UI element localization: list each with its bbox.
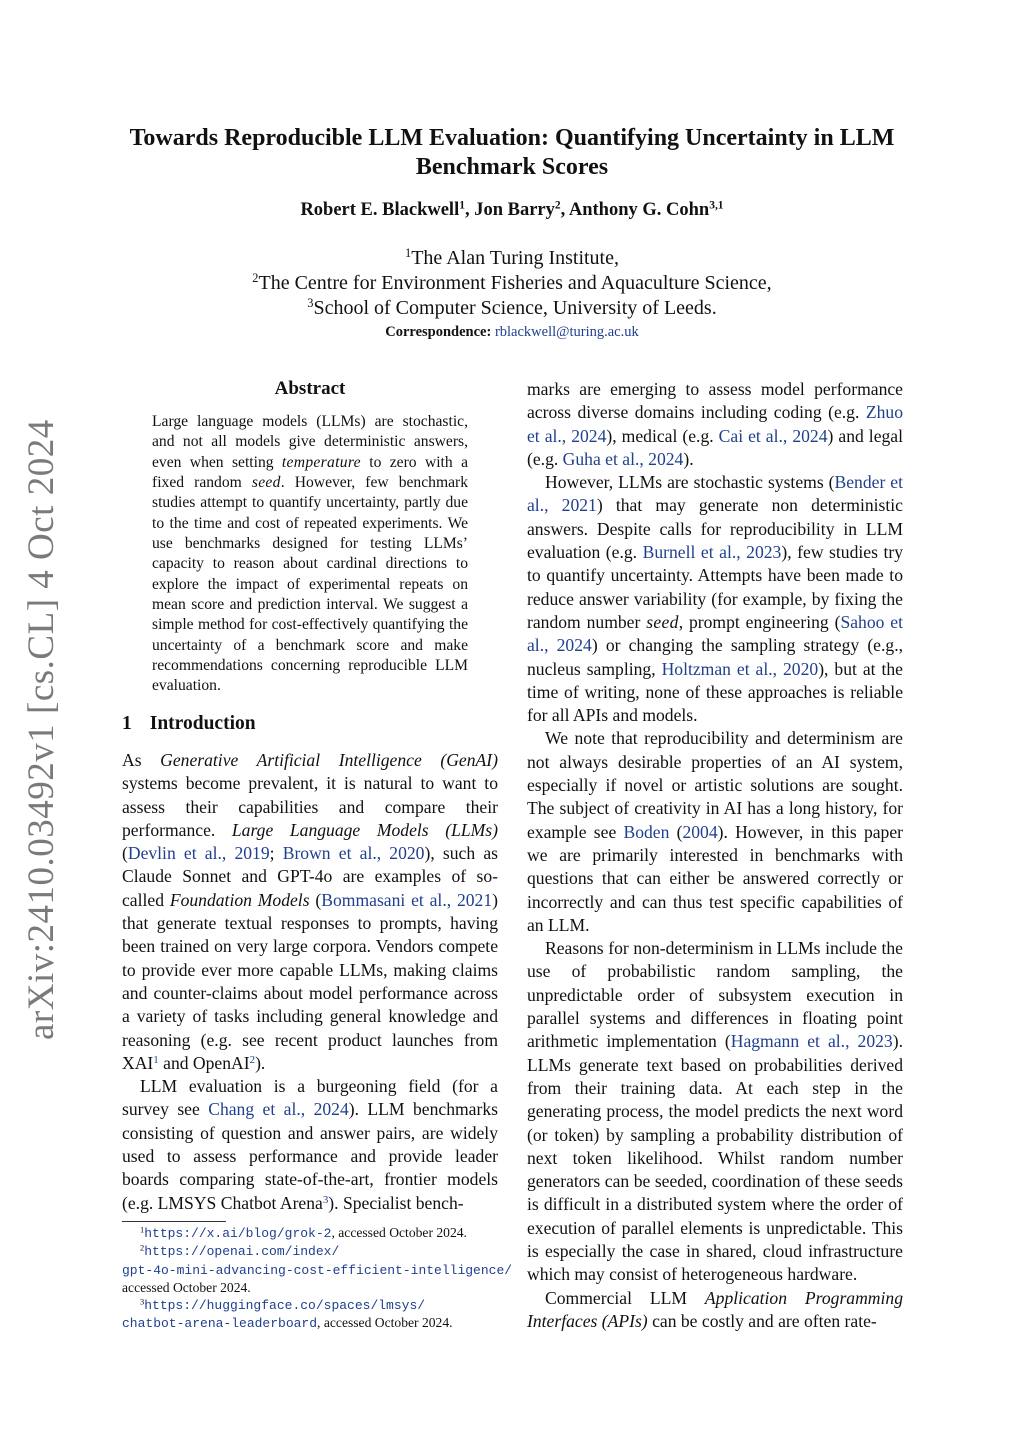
citation-link[interactable]: 2004 <box>682 821 718 842</box>
left-column-body <box>122 749 498 1215</box>
paragraph: Reasons for non-determinism in LLMs include the use of probabilistic random sampling, the unpredictable order of subsystem execution in parallel systems and differences in floating point arithmetic implementation (Hagmann et al., 2023). LLMs generate text based on probabilities derived from their training data. At each step in the generating process, the model predicts the next word (or token) by sampling a probability distribution of next token likelihood. Whilst random number generators can be seeded, coordination of these seeds is difficult in a distributed system where the order of execution of parallel elements is unpredictable. This is especially the case in shared, cloud infrastructure which may consist of heterogeneous hardware. <box>527 938 903 1285</box>
affiliation-line: $^2$The Centre for Environment Fisheries and Aquaculture Science, <box>252 271 772 294</box>
abstract-body: Large language models (LLMs) are stochastic, and not all models give deterministic answers, even when setting temperature to zero with a fixed random seed. However, few benchmark studies attempt to quantify uncertainty, partly due to the time and cost of repeated experiments. We use benchmarks designed for testing LLMs’ capacity to reason about cardinal directions to explore the impact of experimental repeats on mean score and prediction interval. We suggest a simple method for cost-effectively quantifying the uncertainty of a benchmark score and make recommendations concerning reproducible LLM evaluation. <box>152 413 468 695</box>
citation-link[interactable]: Bommasani et al., 2021 <box>321 889 493 910</box>
arxiv-stamp: arXiv:2410.03492v1 [cs.CL] 4 Oct 2024 <box>21 419 62 1040</box>
correspondence-email-link[interactable]: rblackwell@turing.ac.uk <box>494 324 639 340</box>
right-column-body <box>527 378 903 1333</box>
citation-link[interactable]: Chang et al., 2024 <box>208 1099 349 1120</box>
paragraph: LLM evaluation is a burgeoning field (for a survey see Chang et al., 2024). LLM benchmarks consisting of question and answer pairs, are widely used to assess performance and provide leader boards comparing state-of-the-art, frontier models (e.g. LMSYS Chatbot Arena$^3$). Specialist bench- <box>122 1076 498 1213</box>
affiliations <box>100 246 924 321</box>
footnotes <box>122 1224 522 1333</box>
title-line-1: Towards Reproducible LLM Evaluation: Quantifying Uncertainty in LLM <box>129 125 895 151</box>
footnote-url-link[interactable]: https://huggingface.co/spaces/lmsys/ <box>144 1298 426 1314</box>
citation-link[interactable]: Devlin et al., 2019 <box>127 843 270 864</box>
citation-link[interactable]: Burnell et al., 2023 <box>642 542 782 563</box>
citation-link[interactable]: Zhuo et al., 2024 <box>527 402 903 446</box>
citation-link[interactable]: Guha et al., 2024 <box>562 448 684 469</box>
author-name: Anthony G. Cohn <box>568 200 710 220</box>
footnote-url-link[interactable]: https://x.ai/blog/grok-2 <box>144 1226 332 1241</box>
paper-title <box>100 124 924 182</box>
math-temperature: temperature <box>281 453 361 471</box>
footnote-ref[interactable]: 2 <box>249 1053 256 1066</box>
author-list: Robert E. Blackwell$^1$, Jon Barry$^2$, Anthony G. Cohn$^{3,1}$ <box>300 199 724 220</box>
citation-link[interactable]: Hagmann et al., 2023 <box>730 1031 893 1052</box>
citation-link[interactable]: Boden <box>623 821 670 842</box>
title-line-2: Benchmark Scores <box>415 154 609 180</box>
footnote: $^3$https://huggingface.co/spaces/lmsys/ <box>140 1296 426 1314</box>
footnote: $^1$https://x.ai/blog/grok-2, accessed October 2024. <box>140 1224 467 1241</box>
section-heading-introduction: 1 Introduction <box>122 713 256 734</box>
footnote-url-link[interactable]: gpt-4o-mini-advancing-cost-efficient-intelligence/ <box>122 1262 513 1278</box>
paragraph: Commercial LLM Application Programming Interfaces (APIs) can be costly and are often rate- <box>527 1287 903 1331</box>
footnote-ref[interactable]: 1 <box>153 1053 159 1066</box>
affiliation-line: $^3$School of Computer Science, University of Leeds. <box>307 296 717 319</box>
paragraph: We note that reproducibility and determinism are not always desirable properties of an AI system, especially if novel or artistic solutions are sought. The subject of creativity in AI has a long history, for example see Boden (2004). However, in this paper we are primarily interested in benchmarks with questions that can either be answered correctly or incorrectly and can thus test specific capabilities of an LLM. <box>527 728 904 935</box>
citation-link[interactable]: Sahoo et al., 2024 <box>527 611 903 656</box>
correspondence <box>100 324 924 341</box>
citation-link[interactable]: Holtzman et al., 2020 <box>661 658 819 679</box>
author-name: Robert E. Blackwell <box>300 200 460 220</box>
footnote-ref[interactable]: 3 <box>322 1193 329 1206</box>
footnote-continuation: accessed October 2024. <box>122 1279 251 1295</box>
paragraph: As Generative Artificial Intelligence (GenAI) systems become prevalent, it is natural to want to assess their capabilities and compare their performance. Large Language Models (LLMs) (Devlin et al., 2019; Brown et al., 2020), such as Claude Sonnet and GPT-4o are examples of so-called Foundation Models (Bommasani et al., 2021) that generate textual responses to prompts, having been trained on very large corpora. Vendors compete to provide ever more capable LLMs, making claims and counter-claims about model performance across a variety of tasks including general knowledge and reasoning (e.g. see recent product launches from XAI$^1$ and OpenAI$^2$). <box>122 750 498 1073</box>
correspondence-label: Correspondence: <box>385 324 492 340</box>
author-affiliation-mark: 2 <box>554 199 561 212</box>
author-affiliation-mark: 1 <box>459 199 465 212</box>
footnote-continuation <box>122 1261 522 1279</box>
citation-link[interactable]: Cai et al., 2024 <box>718 425 828 446</box>
paragraph: However, LLMs are stochastic systems (Bender et al., 2021) that may generate non deterministic answers. Despite calls for reproducibility in LLM evaluation (e.g. Burnell et al., 2023), few studies try to quantify uncertainty. Attempts have been made to reduce answer variability (for example, by fixing the random number seed, prompt engineering (Sahoo et al., 2024) or changing the sampling strategy (e.g., nucleus sampling, Holtzman et al., 2020), but at the time of writing, none of these approaches is reliable for all APIs and models. <box>527 472 903 726</box>
footnote: $^2$https://openai.com/index/ <box>140 1242 340 1260</box>
affiliation-line: $^1$The Alan Turing Institute, <box>405 246 619 269</box>
footnote-divider <box>122 1221 226 1222</box>
footnote-continuation: chatbot-arena-leaderboard, accessed October 2024. <box>122 1315 453 1332</box>
math-seed: seed <box>251 474 281 492</box>
abstract-heading: Abstract <box>274 378 346 399</box>
author-name: Jon Barry <box>474 200 555 220</box>
footnote-url-link[interactable]: https://openai.com/index/ <box>144 1244 340 1260</box>
citation-link[interactable]: Brown et al., 2020 <box>282 843 425 864</box>
author-affiliation-mark: 3,1 <box>709 199 724 212</box>
footnote-url-link[interactable]: chatbot-arena-leaderboard <box>122 1316 318 1332</box>
paragraph: marks are emerging to assess model performance across diverse domains including coding (e.g. Zhuo et al., 2024), medical (e.g. Cai et al., 2024) and legal (e.g. Guha et al., 2024). <box>527 379 903 469</box>
citation-link[interactable]: Bender et al., 2021 <box>527 472 903 516</box>
math-seed: seed <box>646 611 679 632</box>
